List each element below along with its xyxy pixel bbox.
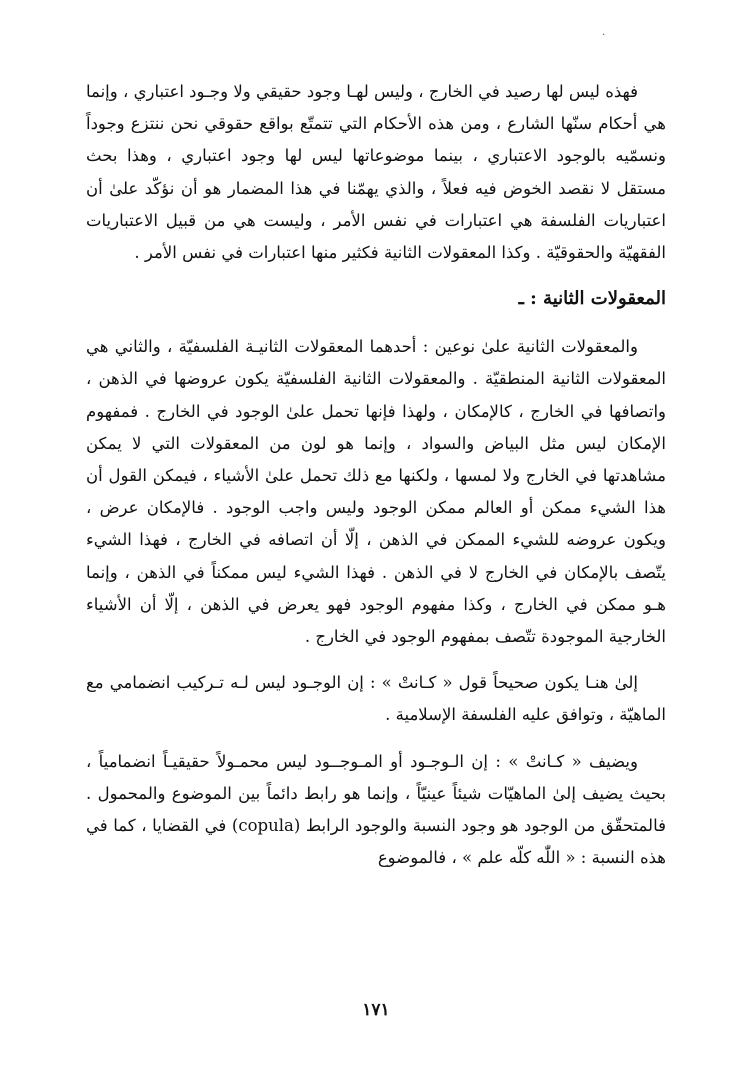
- section-heading: المعقولات الثانية : ـ: [518, 288, 666, 310]
- paragraph-1: فهذه ليس لها رصيد في الخارج ، وليس لهـا وجود حقيقي ولا وجـود اعتباري ، وإنما هي أحكام سنّها الشارع ، ومن هذه الأحكام التي تتمتّع بواقع حقوقي نحن ننتزع وجوداً ونسمّيه بالوجود الاعتباري ، بينما موضوعاتها ليس لها وجود اعتباري ، وهذا بحث مستقل لا نقصد الخوض فيه فعلاً ، والذي يهمّنا في هذا المضمار هو أن نؤكّد علىٰ أن اعتباريات الفلسفة هي اعتبارات في نفس الأمر ، وليست هي من قبيل الاعتباريات الفقهيّة والحقوقيّة . وكذا المعقولات الثانية فكثير منها اعتبارات في نفس الأمر .: [86, 82, 666, 263]
- page-number: ١٧١: [362, 1000, 390, 1020]
- paragraph-2: والمعقولات الثانية علىٰ نوعين : أحدهما المعقولات الثانيـة الفلسفيّة ، والثاني هي المعقولات الثانية المنطقيّة . والمعقولات الثانية الفلسفيّة يكون عروضها في الذهن ، واتصافها في الخارج ، كالإمكان ، ولهذا فإنها تحمل علىٰ الوجود في الخارج . فمفهوم الإمكان ليس مثل البياض والسواد ، وإنما هو لون من المعقولات التي لا يمكن مشاهدتها في الخارج ولا لمسها ، ولكنها مع ذلك تحمل علىٰ الأشياء ، فيمكن القول أن هذا الشيء ممكن أو العالم ممكن الوجود وليس واجب الوجود . فالإمكان عرض ، ويكون عروضه للشيء الممكن في الذهن ، إلّا أن اتصافه في الخارج ، فهذا الشيء يتّصف بالإمكان في الخارج لا في الذهن . فهذا الشيء ليس ممكناً في الذهن ، وإنما هـو ممكن في الخارج ، وكذا مفهوم الوجود فهو يعرض في الذهن ، إلّا أن الأشياء الخارجية الموجودة تتّصف بمفهوم الوجود في الخارج .: [86, 337, 666, 647]
- paragraph-3: إلىٰ هنـا يكون صحيحاً قول « كـانتْ » : إن الوجـود ليس لـه تـركيب انضمامي مع الماهيّة ، وتوافق عليه الفلسفة الإسلامية .: [86, 673, 666, 725]
- body-text: [86, 76, 666, 888]
- paragraph-4: ويضيف « كـانتْ » : إن الـوجـود أو المـوجــود ليس محمـولاً حقيقيـاً انضمامياً ، بحيث يضيف إلىٰ الماهيّات شيئاً عينيّاً ، وإنما هو رابط دائماً بين الموضوع والمحمول . فالمتحقّق من الوجود هو وجود النسبة والوجود الرابط (copula) في القضايا ، كما في هذه النسبة : « اللّٰه كلّه علم » ، فالموضوع: [86, 751, 666, 868]
- top-mark: ·: [602, 30, 606, 41]
